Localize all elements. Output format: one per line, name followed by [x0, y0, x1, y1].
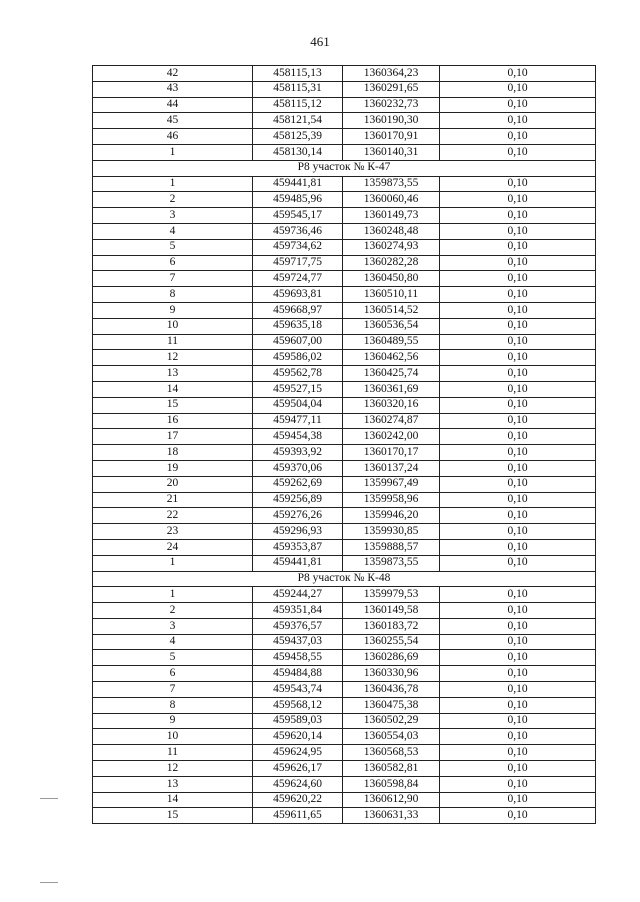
point-number-cell: 4 [93, 223, 253, 239]
x-coordinate-cell: 459441,81 [253, 555, 343, 571]
point-number-cell: 21 [93, 492, 253, 508]
value-cell: 0,10 [440, 97, 596, 113]
table-row [93, 445, 596, 461]
y-coordinate-cell: 1360183,72 [343, 618, 440, 634]
table-row [93, 682, 596, 698]
x-coordinate-cell: 459620,22 [253, 792, 343, 808]
point-number-cell: 6 [93, 255, 253, 271]
value-cell: 0,10 [440, 129, 596, 145]
table-row [93, 460, 596, 476]
value-cell: 0,10 [440, 555, 596, 571]
point-number-cell: 14 [93, 792, 253, 808]
point-number-cell: 2 [93, 192, 253, 208]
table-row [93, 603, 596, 619]
y-coordinate-cell: 1360274,87 [343, 413, 440, 429]
table-row [93, 334, 596, 350]
table-row [93, 697, 596, 713]
y-coordinate-cell: 1360598,84 [343, 776, 440, 792]
value-cell: 0,10 [440, 666, 596, 682]
table-row [93, 508, 596, 524]
x-coordinate-cell: 459458,55 [253, 650, 343, 666]
table-row [93, 555, 596, 571]
value-cell: 0,10 [440, 255, 596, 271]
y-coordinate-cell: 1360170,17 [343, 445, 440, 461]
table-row [93, 666, 596, 682]
y-coordinate-cell: 1360291,65 [343, 81, 440, 97]
x-coordinate-cell: 459624,60 [253, 776, 343, 792]
value-cell: 0,10 [440, 776, 596, 792]
value-cell: 0,10 [440, 192, 596, 208]
value-cell: 0,10 [440, 66, 596, 82]
y-coordinate-cell: 1360436,78 [343, 682, 440, 698]
y-coordinate-cell: 1359946,20 [343, 508, 440, 524]
x-coordinate-cell: 459484,88 [253, 666, 343, 682]
x-coordinate-cell: 458115,12 [253, 97, 343, 113]
value-cell: 0,10 [440, 476, 596, 492]
x-coordinate-cell: 458121,54 [253, 113, 343, 129]
x-coordinate-cell: 459262,69 [253, 476, 343, 492]
x-coordinate-cell: 458130,14 [253, 144, 343, 160]
y-coordinate-cell: 1359958,96 [343, 492, 440, 508]
y-coordinate-cell: 1359930,85 [343, 524, 440, 540]
x-coordinate-cell: 459568,12 [253, 697, 343, 713]
y-coordinate-cell: 1360320,16 [343, 397, 440, 413]
value-cell: 0,10 [440, 208, 596, 224]
margin-mark [40, 882, 58, 883]
y-coordinate-cell: 1360510,11 [343, 287, 440, 303]
point-number-cell: 1 [93, 555, 253, 571]
x-coordinate-cell: 459736,46 [253, 223, 343, 239]
x-coordinate-cell: 459370,06 [253, 460, 343, 476]
x-coordinate-cell: 459504,04 [253, 397, 343, 413]
point-number-cell: 6 [93, 666, 253, 682]
value-cell: 0,10 [440, 524, 596, 540]
table-row [93, 808, 596, 824]
value-cell: 0,10 [440, 176, 596, 192]
table-row [93, 113, 596, 129]
x-coordinate-cell: 458115,31 [253, 81, 343, 97]
y-coordinate-cell: 1360554,03 [343, 729, 440, 745]
table-row [93, 713, 596, 729]
coordinates-table [92, 65, 596, 824]
value-cell: 0,10 [440, 318, 596, 334]
table-row [93, 745, 596, 761]
x-coordinate-cell: 459607,00 [253, 334, 343, 350]
section-header-row [93, 571, 596, 587]
point-number-cell: 3 [93, 208, 253, 224]
table-row [93, 287, 596, 303]
x-coordinate-cell: 459545,17 [253, 208, 343, 224]
x-coordinate-cell: 459477,11 [253, 413, 343, 429]
y-coordinate-cell: 1360450,80 [343, 271, 440, 287]
x-coordinate-cell: 459635,18 [253, 318, 343, 334]
x-coordinate-cell: 459626,17 [253, 761, 343, 777]
point-number-cell: 19 [93, 460, 253, 476]
value-cell: 0,10 [440, 508, 596, 524]
y-coordinate-cell: 1360364,23 [343, 66, 440, 82]
point-number-cell: 8 [93, 287, 253, 303]
value-cell: 0,10 [440, 302, 596, 318]
table-row [93, 66, 596, 82]
table-row [93, 176, 596, 192]
y-coordinate-cell: 1360170,91 [343, 129, 440, 145]
table-row [93, 350, 596, 366]
value-cell: 0,10 [440, 492, 596, 508]
value-cell: 0,10 [440, 713, 596, 729]
x-coordinate-cell: 458115,13 [253, 66, 343, 82]
point-number-cell: 10 [93, 729, 253, 745]
y-coordinate-cell: 1360149,73 [343, 208, 440, 224]
point-number-cell: 14 [93, 381, 253, 397]
point-number-cell: 12 [93, 761, 253, 777]
value-cell: 0,10 [440, 808, 596, 824]
table-row [93, 429, 596, 445]
x-coordinate-cell: 459668,97 [253, 302, 343, 318]
value-cell: 0,10 [440, 792, 596, 808]
point-number-cell: 9 [93, 302, 253, 318]
y-coordinate-cell: 1360475,38 [343, 697, 440, 713]
y-coordinate-cell: 1360274,93 [343, 239, 440, 255]
point-number-cell: 11 [93, 745, 253, 761]
table-row [93, 271, 596, 287]
value-cell: 0,10 [440, 271, 596, 287]
x-coordinate-cell: 459543,74 [253, 682, 343, 698]
value-cell: 0,10 [440, 350, 596, 366]
table-row [93, 397, 596, 413]
point-number-cell: 5 [93, 239, 253, 255]
point-number-cell: 24 [93, 539, 253, 555]
x-coordinate-cell: 459589,03 [253, 713, 343, 729]
table-row [93, 81, 596, 97]
table-row [93, 524, 596, 540]
x-coordinate-cell: 459244,27 [253, 587, 343, 603]
point-number-cell: 44 [93, 97, 253, 113]
point-number-cell: 1 [93, 587, 253, 603]
table-row [93, 729, 596, 745]
value-cell: 0,10 [440, 745, 596, 761]
y-coordinate-cell: 1359873,55 [343, 176, 440, 192]
value-cell: 0,10 [440, 445, 596, 461]
table-row [93, 761, 596, 777]
x-coordinate-cell: 459353,87 [253, 539, 343, 555]
y-coordinate-cell: 1360330,96 [343, 666, 440, 682]
value-cell: 0,10 [440, 587, 596, 603]
section-title: Р8 участок № К-48 [93, 571, 596, 587]
x-coordinate-cell: 459437,03 [253, 634, 343, 650]
coordinates-table-body [93, 66, 596, 824]
point-number-cell: 7 [93, 271, 253, 287]
value-cell: 0,10 [440, 381, 596, 397]
value-cell: 0,10 [440, 334, 596, 350]
table-row [93, 634, 596, 650]
table-row [93, 318, 596, 334]
value-cell: 0,10 [440, 429, 596, 445]
point-number-cell: 45 [93, 113, 253, 129]
y-coordinate-cell: 1359967,49 [343, 476, 440, 492]
y-coordinate-cell: 1360137,24 [343, 460, 440, 476]
value-cell: 0,10 [440, 81, 596, 97]
table-row [93, 492, 596, 508]
y-coordinate-cell: 1360248,48 [343, 223, 440, 239]
point-number-cell: 1 [93, 176, 253, 192]
table-row [93, 587, 596, 603]
x-coordinate-cell: 459376,57 [253, 618, 343, 634]
value-cell: 0,10 [440, 634, 596, 650]
y-coordinate-cell: 1360149,58 [343, 603, 440, 619]
y-coordinate-cell: 1359873,55 [343, 555, 440, 571]
table-row [93, 239, 596, 255]
point-number-cell: 12 [93, 350, 253, 366]
point-number-cell: 13 [93, 366, 253, 382]
y-coordinate-cell: 1360502,29 [343, 713, 440, 729]
point-number-cell: 42 [93, 66, 253, 82]
point-number-cell: 46 [93, 129, 253, 145]
y-coordinate-cell: 1360462,56 [343, 350, 440, 366]
y-coordinate-cell: 1360631,33 [343, 808, 440, 824]
y-coordinate-cell: 1360489,55 [343, 334, 440, 350]
section-header-row [93, 160, 596, 176]
table-row [93, 144, 596, 160]
point-number-cell: 4 [93, 634, 253, 650]
table-row [93, 255, 596, 271]
x-coordinate-cell: 459611,65 [253, 808, 343, 824]
table-row [93, 413, 596, 429]
table-row [93, 223, 596, 239]
y-coordinate-cell: 1359979,53 [343, 587, 440, 603]
y-coordinate-cell: 1360612,90 [343, 792, 440, 808]
x-coordinate-cell: 458125,39 [253, 129, 343, 145]
point-number-cell: 18 [93, 445, 253, 461]
section-title: Р8 участок № К-47 [93, 160, 596, 176]
point-number-cell: 1 [93, 144, 253, 160]
y-coordinate-cell: 1360242,00 [343, 429, 440, 445]
x-coordinate-cell: 459734,62 [253, 239, 343, 255]
value-cell: 0,10 [440, 397, 596, 413]
point-number-cell: 10 [93, 318, 253, 334]
y-coordinate-cell: 1360425,74 [343, 366, 440, 382]
table-row [93, 302, 596, 318]
y-coordinate-cell: 1360140,31 [343, 144, 440, 160]
table-row [93, 476, 596, 492]
point-number-cell: 23 [93, 524, 253, 540]
table-row [93, 618, 596, 634]
point-number-cell: 2 [93, 603, 253, 619]
x-coordinate-cell: 459693,81 [253, 287, 343, 303]
x-coordinate-cell: 459276,26 [253, 508, 343, 524]
table-row [93, 381, 596, 397]
value-cell: 0,10 [440, 729, 596, 745]
y-coordinate-cell: 1360514,52 [343, 302, 440, 318]
table-row [93, 208, 596, 224]
point-number-cell: 15 [93, 808, 253, 824]
point-number-cell: 17 [93, 429, 253, 445]
point-number-cell: 8 [93, 697, 253, 713]
margin-mark [40, 798, 58, 799]
value-cell: 0,10 [440, 144, 596, 160]
value-cell: 0,10 [440, 539, 596, 555]
value-cell: 0,10 [440, 682, 596, 698]
x-coordinate-cell: 459351,84 [253, 603, 343, 619]
value-cell: 0,10 [440, 287, 596, 303]
point-number-cell: 9 [93, 713, 253, 729]
value-cell: 0,10 [440, 223, 596, 239]
value-cell: 0,10 [440, 761, 596, 777]
value-cell: 0,10 [440, 239, 596, 255]
page-number: 461 [310, 34, 330, 49]
y-coordinate-cell: 1360536,54 [343, 318, 440, 334]
table-row [93, 366, 596, 382]
y-coordinate-cell: 1360232,73 [343, 97, 440, 113]
value-cell: 0,10 [440, 460, 596, 476]
x-coordinate-cell: 459454,38 [253, 429, 343, 445]
y-coordinate-cell: 1360060,46 [343, 192, 440, 208]
table-row [93, 129, 596, 145]
x-coordinate-cell: 459441,81 [253, 176, 343, 192]
y-coordinate-cell: 1360568,53 [343, 745, 440, 761]
y-coordinate-cell: 1360255,54 [343, 634, 440, 650]
point-number-cell: 43 [93, 81, 253, 97]
value-cell: 0,10 [440, 618, 596, 634]
value-cell: 0,10 [440, 650, 596, 666]
x-coordinate-cell: 459717,75 [253, 255, 343, 271]
table-row [93, 539, 596, 555]
point-number-cell: 11 [93, 334, 253, 350]
x-coordinate-cell: 459562,78 [253, 366, 343, 382]
x-coordinate-cell: 459620,14 [253, 729, 343, 745]
value-cell: 0,10 [440, 366, 596, 382]
table-row [93, 792, 596, 808]
y-coordinate-cell: 1360282,28 [343, 255, 440, 271]
y-coordinate-cell: 1360286,69 [343, 650, 440, 666]
x-coordinate-cell: 459724,77 [253, 271, 343, 287]
point-number-cell: 13 [93, 776, 253, 792]
table-row [93, 650, 596, 666]
point-number-cell: 7 [93, 682, 253, 698]
point-number-cell: 16 [93, 413, 253, 429]
x-coordinate-cell: 459296,93 [253, 524, 343, 540]
y-coordinate-cell: 1360582,81 [343, 761, 440, 777]
y-coordinate-cell: 1359888,57 [343, 539, 440, 555]
x-coordinate-cell: 459485,96 [253, 192, 343, 208]
value-cell: 0,10 [440, 413, 596, 429]
x-coordinate-cell: 459393,92 [253, 445, 343, 461]
x-coordinate-cell: 459624,95 [253, 745, 343, 761]
value-cell: 0,10 [440, 697, 596, 713]
point-number-cell: 20 [93, 476, 253, 492]
value-cell: 0,10 [440, 603, 596, 619]
table-row [93, 192, 596, 208]
point-number-cell: 3 [93, 618, 253, 634]
x-coordinate-cell: 459256,89 [253, 492, 343, 508]
point-number-cell: 15 [93, 397, 253, 413]
y-coordinate-cell: 1360190,30 [343, 113, 440, 129]
point-number-cell: 22 [93, 508, 253, 524]
y-coordinate-cell: 1360361,69 [343, 381, 440, 397]
table-row [93, 97, 596, 113]
table-row [93, 776, 596, 792]
value-cell: 0,10 [440, 113, 596, 129]
x-coordinate-cell: 459527,15 [253, 381, 343, 397]
x-coordinate-cell: 459586,02 [253, 350, 343, 366]
point-number-cell: 5 [93, 650, 253, 666]
